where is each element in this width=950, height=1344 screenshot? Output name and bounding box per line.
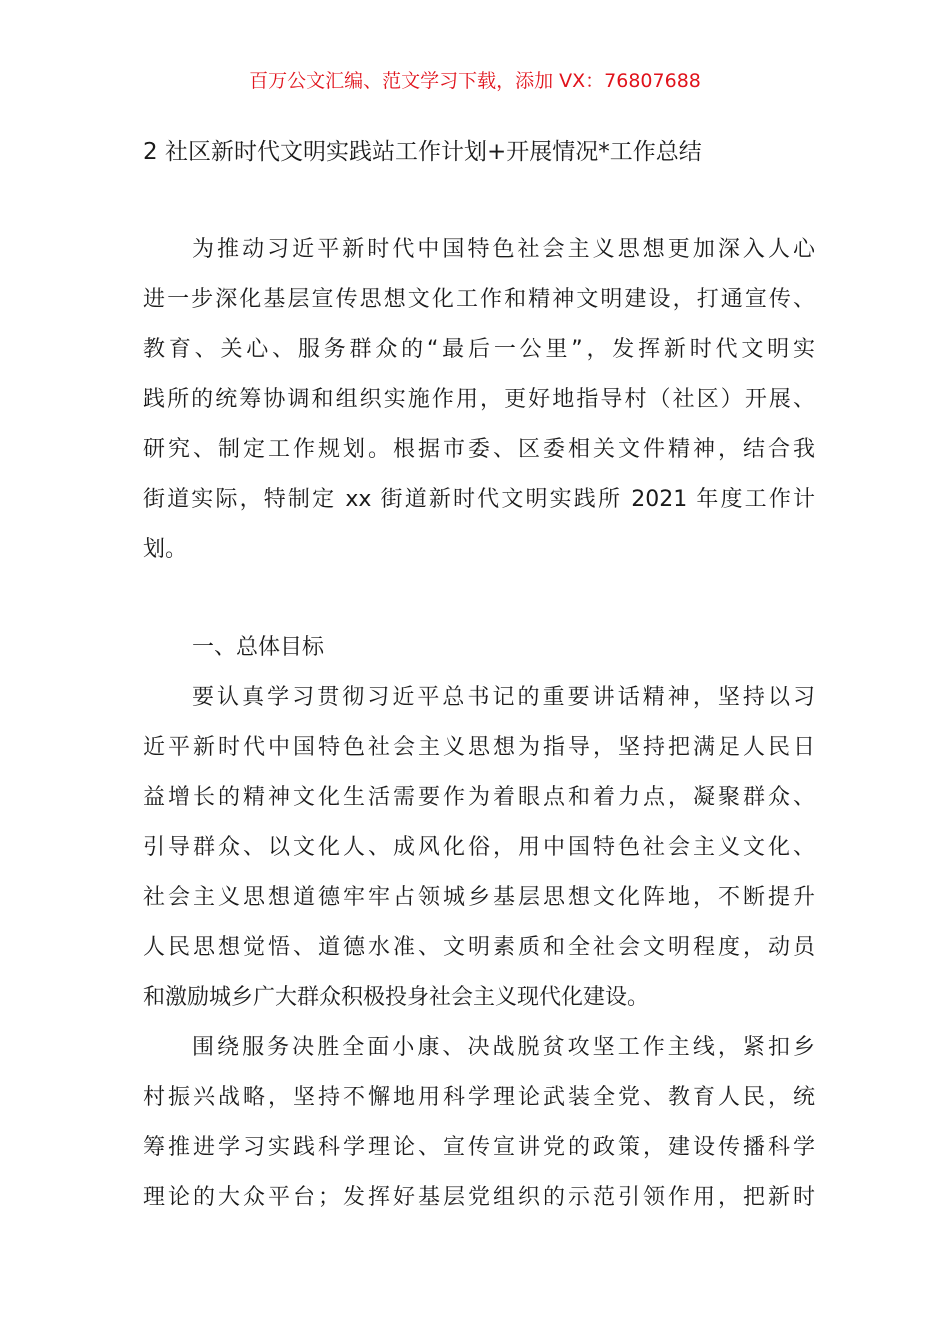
promo-banner: 百万公文汇编、范文学习下载，添加 VX：76807688: [249, 70, 701, 92]
paragraph-2-line: 人民思想觉悟、道德水准、文明素质和全社会文明程度，动员: [143, 935, 815, 960]
paragraph-1-line: 街道实际，特制定 xx 街道新时代文明实践所 2021 年度工作计: [143, 487, 815, 512]
paragraph-2-line: 引导群众、以文化人、成风化俗，用中国特色社会主义文化、: [143, 835, 815, 860]
paragraph-3-line: 村振兴战略，坚持不懈地用科学理论武装全党、教育人民，统: [143, 1085, 815, 1110]
paragraph-3-line: 理论的大众平台；发挥好基层党组织的示范引领作用，把新时: [143, 1185, 815, 1210]
section-1-heading: 一、总体目标: [192, 635, 325, 660]
paragraph-1-line: 践所的统筹协调和组织实施作用，更好地指导村（社区）开展、: [143, 387, 815, 412]
paragraph-2-line: 近平新时代中国特色社会主义思想为指导，坚持把满足人民日: [143, 735, 815, 760]
paragraph-1-line: 教育、关心、服务群众的“最后一公里”，发挥新时代文明实: [143, 337, 815, 362]
paragraph-3-line: 围绕服务决胜全面小康、决战脱贫攻坚工作主线，紧扣乡: [192, 1035, 815, 1060]
document-title: 2 社区新时代文明实践站工作计划+开展情况*工作总结: [143, 139, 702, 165]
paragraph-2-line: 要认真学习贯彻习近平总书记的重要讲话精神，坚持以习: [192, 685, 815, 710]
paragraph-1-line: 划。: [143, 537, 188, 562]
paragraph-2-line: 益增长的精神文化生活需要作为着眼点和着力点，凝聚群众、: [143, 785, 815, 810]
paragraph-1-line: 为推动习近平新时代中国特色社会主义思想更加深入人心: [192, 237, 815, 262]
paragraph-1-line: 进一步深化基层宣传思想文化工作和精神文明建设，打通宣传、: [143, 287, 815, 312]
paragraph-2-line: 和激励城乡广大群众积极投身社会主义现代化建设。: [143, 985, 650, 1010]
paragraph-2-line: 社会主义思想道德牢牢占领城乡基层思想文化阵地，不断提升: [143, 885, 815, 910]
paragraph-3-line: 筹推进学习实践科学理论、宣传宣讲党的政策，建设传播科学: [143, 1135, 815, 1160]
paragraph-1-line: 研究、制定工作规划。根据市委、区委相关文件精神，结合我: [143, 437, 815, 462]
